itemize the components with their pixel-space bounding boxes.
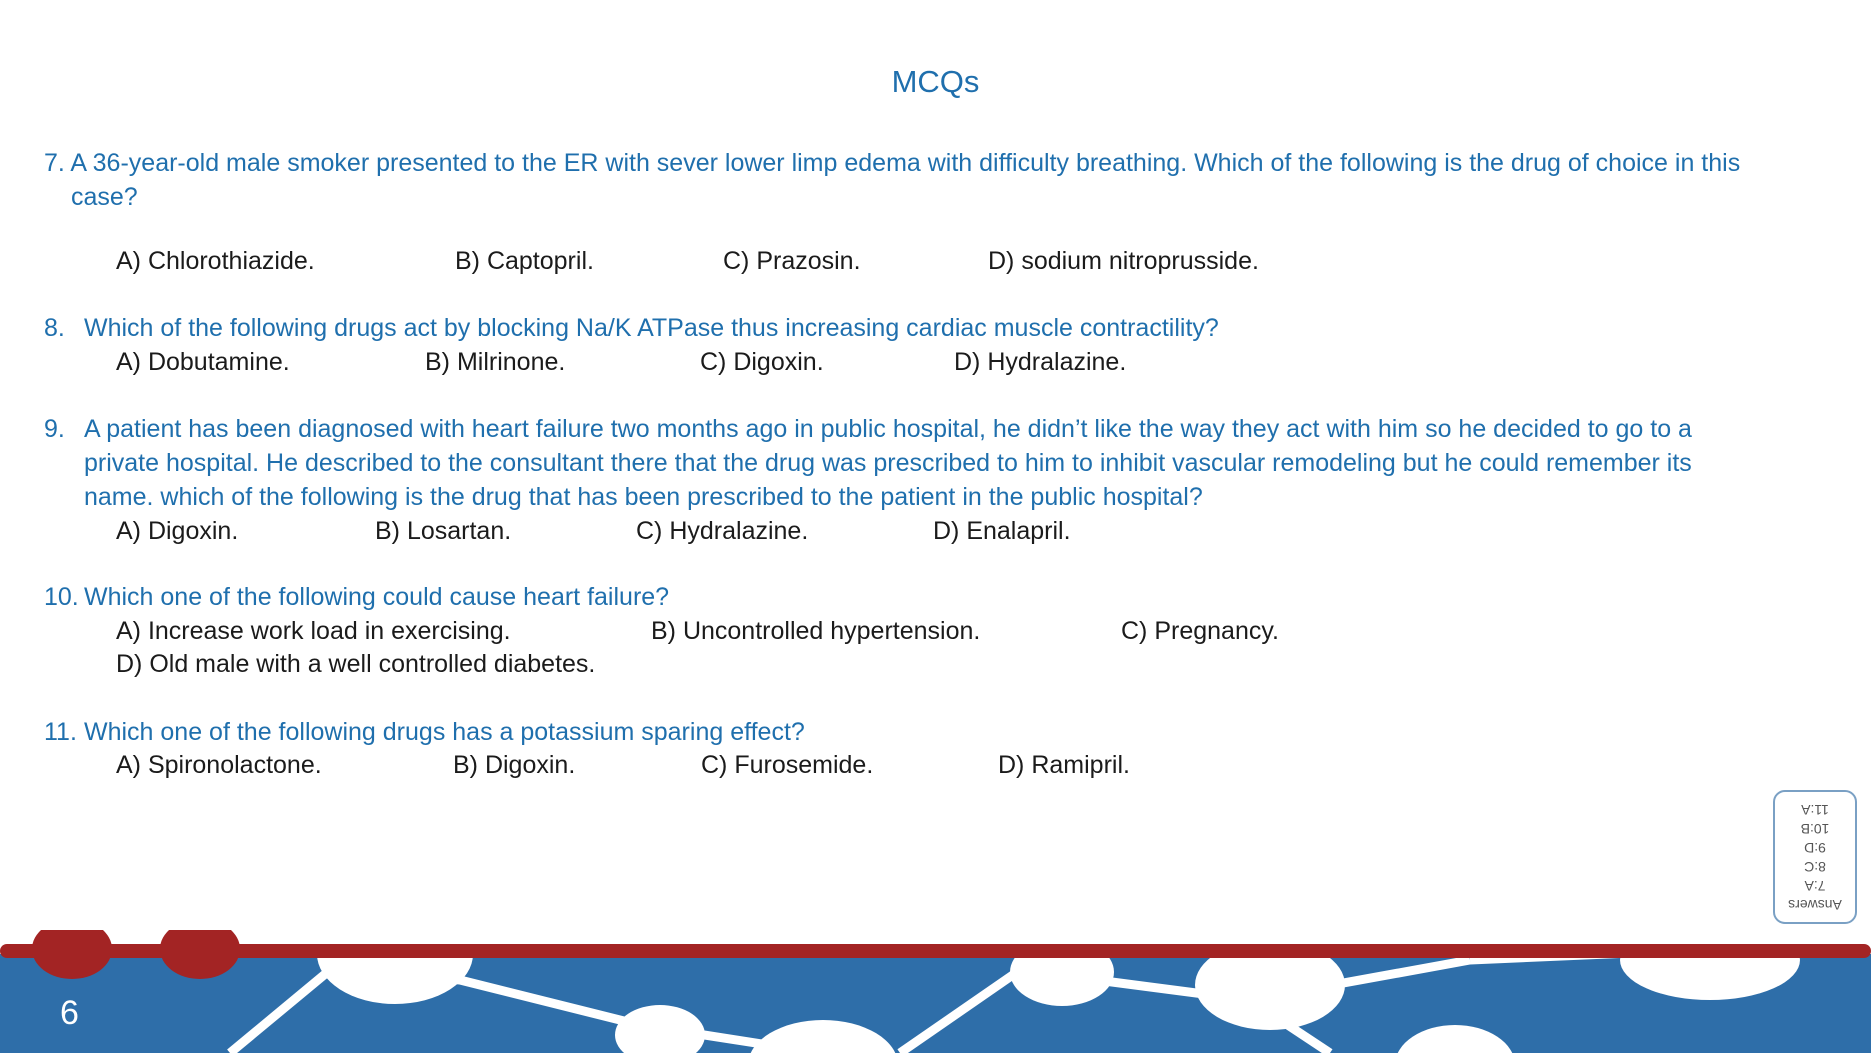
question-9-text-line1: A patient has been diagnosed with heart failure two months ago in public hospital, he didn’t like the way they act with him so he decided to go to a: [84, 415, 1692, 443]
question-10-option-a: A) Increase work load in exercising.: [116, 617, 511, 645]
question-8-option-d: D) Hydralazine.: [954, 348, 1127, 376]
question-8-option-b: B) Milrinone.: [425, 348, 566, 376]
footer-blue-band: [0, 954, 1871, 1053]
question-11-number: 11.: [44, 718, 77, 746]
answers-box-content: [1775, 792, 1855, 922]
answer-7: 7:A: [1804, 878, 1826, 894]
question-11: [44, 715, 1834, 749]
question-9-text-line3: name. which of the following is the drug that has been prescribed to the patient in the public hospital?: [84, 483, 1203, 511]
question-11-option-c: C) Furosemide.: [701, 751, 874, 779]
question-9-number: 9.: [44, 415, 65, 443]
question-7-text-line2: case?: [71, 183, 138, 211]
question-10-option-d: D) Old male with a well controlled diabetes.: [116, 650, 596, 678]
question-7-text-line1: 7. A 36-year-old male smoker presented to the ER with sever lower limp edema with difficulty breathing. Which of the following is the drug of choice in this: [44, 149, 1741, 177]
question-11-option-b: B) Digoxin.: [453, 751, 576, 779]
question-7-option-a: A) Chlorothiazide.: [116, 247, 315, 275]
question-8-text: Which of the following drugs act by blocking Na/K ATPase thus increasing cardiac muscle contractility?: [84, 314, 1219, 342]
question-9-text-line2: private hospital. He described to the consultant there that the drug was prescribed to him to inhibit vascular remodeling but he could remember its: [84, 449, 1692, 477]
question-10-option-c: C) Pregnancy.: [1121, 617, 1279, 645]
question-10: [44, 580, 1834, 614]
question-9-option-a: A) Digoxin.: [116, 517, 239, 545]
answers-heading: Answers: [1788, 897, 1842, 913]
question-7-option-c: C) Prazosin.: [723, 247, 861, 275]
question-9-option-d: D) Enalapril.: [933, 517, 1071, 545]
question-7: [44, 146, 1834, 214]
answer-10: 10:B: [1800, 821, 1830, 837]
question-9: [44, 412, 1834, 514]
page-number: 6: [60, 994, 79, 1032]
page-title: MCQs: [891, 64, 980, 99]
question-9-option-b: B) Losartan.: [375, 517, 512, 545]
question-10-option-b: B) Uncontrolled hypertension.: [651, 617, 981, 645]
question-11-option-a: A) Spironolactone.: [116, 751, 322, 779]
answer-8: 8:C: [1804, 859, 1826, 875]
question-7-option-b: B) Captopril.: [455, 247, 594, 275]
question-8-option-c: C) Digoxin.: [700, 348, 824, 376]
answer-9: 9:D: [1804, 840, 1826, 856]
footer-decoration: [0, 930, 1871, 1053]
answer-11: 11:A: [1801, 802, 1829, 818]
question-9-option-c: C) Hydralazine.: [636, 517, 809, 545]
question-10-text: Which one of the following could cause heart failure?: [84, 583, 670, 611]
question-8-number: 8.: [44, 314, 65, 342]
answers-box: [1773, 790, 1857, 924]
question-11-option-d: D) Ramipril.: [998, 751, 1130, 779]
question-8-option-a: A) Dobutamine.: [116, 348, 290, 376]
question-7-option-d: D) sodium nitroprusside.: [988, 247, 1259, 275]
question-10-number: 10.: [44, 583, 79, 611]
footer-red-line: [0, 944, 1871, 958]
question-8: [44, 311, 1834, 345]
question-11-text: Which one of the following drugs has a potassium sparing effect?: [84, 718, 805, 746]
